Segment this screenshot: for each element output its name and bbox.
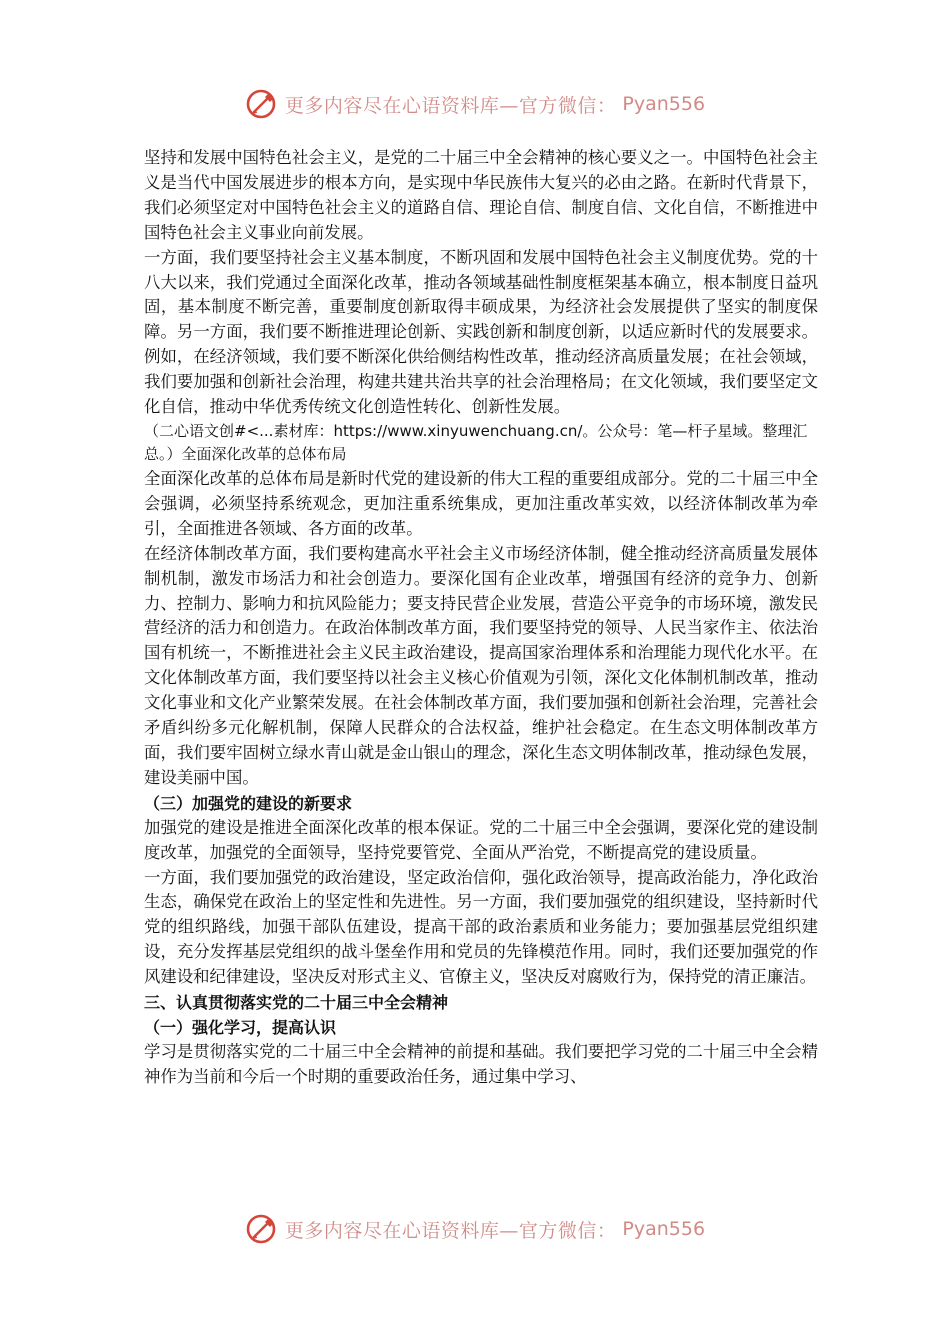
source-note: （二心语文创#<...素材库：https://www.xinyuwenchuang.cn/。公众号：笔—杆子星域。整理汇总。）全面深化改革的总体布局 [144,421,808,463]
chapter-heading: 三、认真贯彻落实党的二十届三中全会精神 [144,993,449,1013]
document-body [144,146,818,1090]
header-banner-text: 更多内容尽在心语资料库—官方微信： [284,94,617,117]
footer-wechat-id: Pyan556 [622,1218,706,1240]
pen-logo-icon [245,87,279,121]
header-banner [0,82,950,126]
paragraph: 一方面，我们要加强党的政治建设，坚定政治信仰，强化政治领导，提高政治能力，净化政治生态，确保党在政治上的坚定性和先进性。另一方面，我们要加强党的组织建设，坚持新时代党的组织路线，加强干部队伍建设，提高干部的政治素质和业务能力；要加强基层党组织建设，充分发挥基层党组织的战斗堡垒作用和党员的先锋模范作用。同时，我们还要加强党的作风建设和纪律建设，坚决反对形式主义、官僚主义，坚决反对腐败行为，保持党的清正廉洁。 [144,867,818,987]
paragraph: 坚持和发展中国特色社会主义，是党的二十届三中全会精神的核心要义之一。中国特色社会主义是当代中国发展进步的根本方向，是实现中华民族伟大复兴的必由之路。在新时代背景下，我们必须坚定对中国特色社会主义的道路自信、理论自信、制度自信、文化自信，不断推进中国特色社会主义事业向前发展。 [144,148,818,242]
paragraph: 加强党的建设是推进全面深化改革的根本保证。党的二十届三中全会强调，要深化党的建设制度改革，加强党的全面领导，坚持党要管党、全面从严治党，不断提高党的建设质量。 [144,817,818,862]
section-heading: （三）加强党的建设的新要求 [144,793,353,813]
header-wechat-id: Pyan556 [622,93,706,115]
section-heading: （一）强化学习，提高认识 [144,1018,337,1038]
footer-banner-text: 更多内容尽在心语资料库—官方微信： [284,1219,617,1242]
footer-banner [0,1207,950,1251]
paragraph: 全面深化改革的总体布局是新时代党的建设新的伟大工程的重要组成部分。党的二十届三中全会强调，必须坚持系统观念，更加注重系统集成，更加注重改革实效，以经济体制改革为牵引，全面推进各领域、各方面的改革。 [144,468,818,538]
pen-logo-icon [245,1212,279,1246]
paragraph: 学习是贯彻落实党的二十届三中全会精神的前提和基础。我们要把学习党的二十届三中全会精神作为当前和今后一个时期的重要政治任务，通过集中学习、 [144,1042,818,1086]
paragraph: 在经济体制改革方面，我们要构建高水平社会主义市场经济体制，健全推动经济高质量发展体制机制，激发市场活力和社会创造力。要深化国有企业改革，增强国有经济的竞争力、创新力、控制力、影响力和抗风险能力；要支持民营企业发展，营造公平竞争的市场环境，激发民营经济的活力和创造力。在政治体制改革方面，我们要坚持党的领导、人民当家作主、依法治国有机统一，不断推进社会主义民主政治建设，提高国家治理体系和治理能力现代化水平。在文化体制改革方面，我们要坚持以社会主义核心价值观为引领，深化文化体制机制改革，推动文化事业和文化产业繁荣发展。在社会体制改革方面，我们要加强和创新社会治理，完善社会矛盾纠纷多元化解机制，保障人民群众的合法权益，维护社会稳定。在生态文明体制改革方面，我们要牢固树立绿水青山就是金山银山的理念，深化生态文明体制改革，推动绿色发展，建设美丽中国。 [144,543,818,787]
paragraph: 一方面，我们要坚持社会主义基本制度，不断巩固和发展中国特色社会主义制度优势。党的十八大以来，我们党通过全面深化改革，推动各领域基础性制度框架基本确立，根本制度日益巩固，基本制度不断完善，重要制度创新取得丰硕成果，为经济社会发展提供了坚实的制度保障。另一方面，我们要不断推进理论创新、实践创新和制度创新，以适应新时代的发展要求。例如，在经济领域，我们要不断深化供给侧结构性改革，推动经济高质量发展；在社会领域，我们要加强和创新社会治理，构建共建共治共享的社会治理格局；在文化领域，我们要坚定文化自信，推动中华优秀传统文化创造性转化、创新性发展。 [144,247,818,417]
